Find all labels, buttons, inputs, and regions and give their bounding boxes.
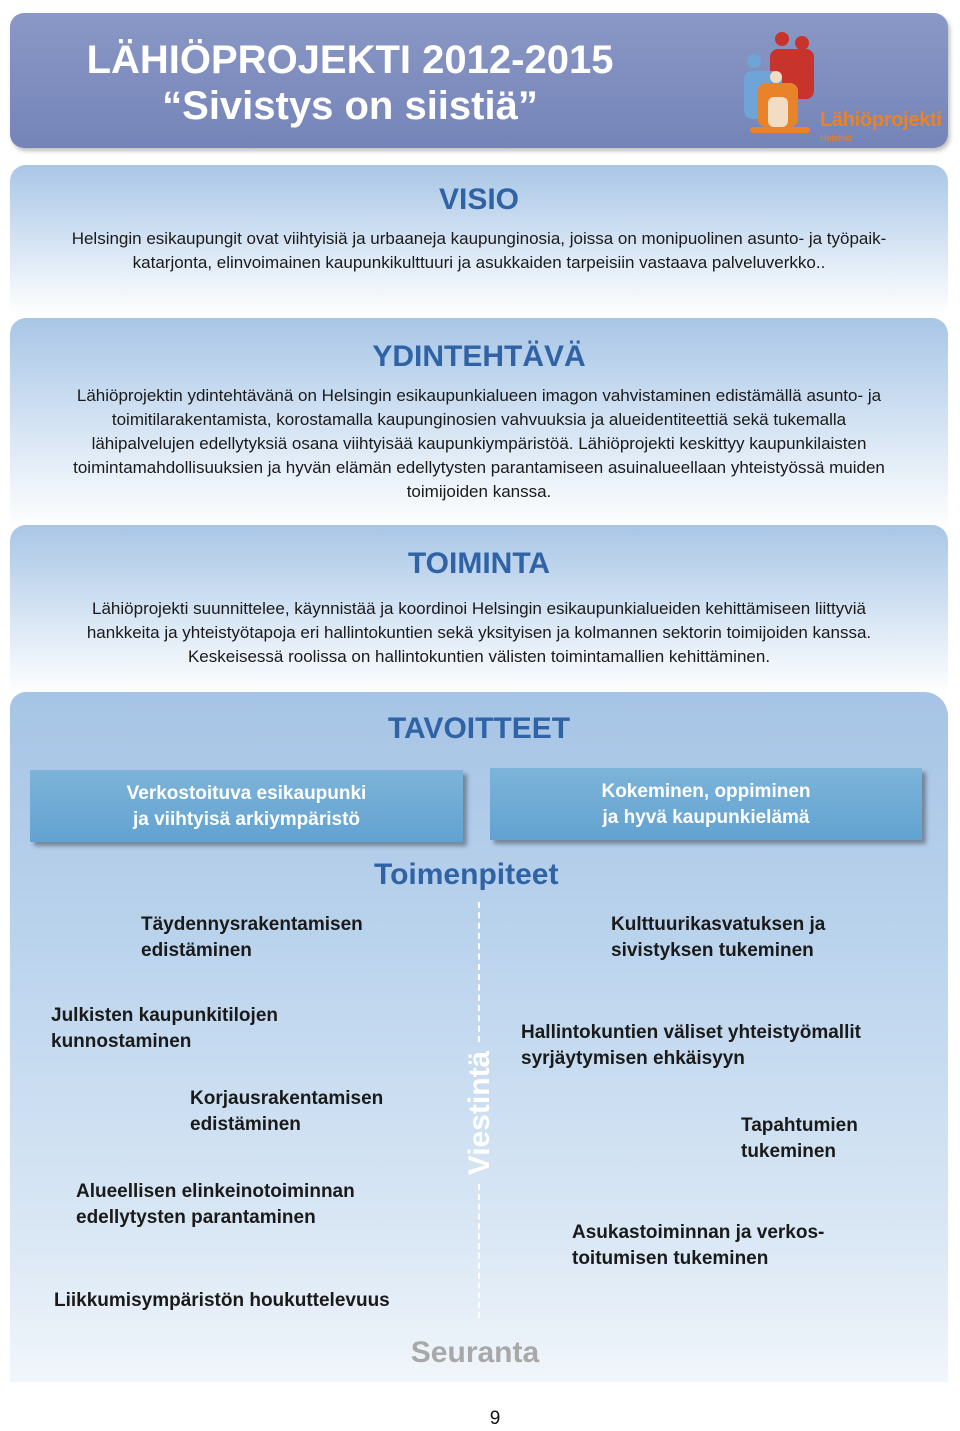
toimenpiteet-title: Toimenpiteet <box>374 858 559 891</box>
logo-name: Lähiöprojekti <box>820 109 942 131</box>
measure-line: Tapahtumien <box>741 1115 858 1136</box>
toiminta-title: TOIMINTA <box>407 547 551 580</box>
visio-panel <box>10 165 948 315</box>
toiminta-line-1: Lähiöprojekti suunnittelee, käynnistää ja koordinoi Helsingin esikaupunkialueiden kehittämiseen liittyviä <box>92 599 866 618</box>
measure-kulttuurikasvatus <box>611 912 825 964</box>
measure-line: sivistyksen tukeminen <box>611 940 814 961</box>
visio-line-2: katarjonta, elinvoimainen kaupunkikulttuuri ja asukkaiden tarpeisiin vastaava palveluverkko.. <box>132 253 826 272</box>
goal-left-box <box>30 770 463 842</box>
viestinta-label: Viestintä <box>463 1050 496 1176</box>
goal-right-line-1: Kokeminen, oppiminen <box>601 781 811 802</box>
visio-line-1: Helsingin esikaupungit ovat viihtyisiä ja urbaaneja kaupunginosia, joissa on monipuolinen asunto- ja työpaik- <box>71 229 887 248</box>
logo-sub: Helsinki <box>820 133 852 143</box>
ydintehtava-line-4: toimintamahdollisuuksien ja hyvän elämän edellytysten parantamiseen asuinalueellaan yhteistyössä muiden <box>73 458 885 477</box>
seuranta-label: Seuranta <box>410 1336 540 1369</box>
goal-left-line-1: Verkostoituva esikaupunki <box>126 783 367 804</box>
ydintehtava-line-3: lähipalvelujen edellytyksiä osana viihtyisää kaupunkiympäristöä. Lähiöprojekti keskittyy kaupunkilaisten <box>91 434 867 453</box>
lahioprojekti-logo <box>740 31 940 141</box>
measure-korjausrakentaminen <box>190 1086 383 1138</box>
page-number: 9 <box>489 1408 501 1429</box>
divider-lower <box>478 1184 480 1318</box>
visio-title: VISIO <box>438 183 520 216</box>
toiminta-panel <box>10 525 948 695</box>
measure-yhteistyomallit <box>521 1020 861 1072</box>
measure-taydennysrakentaminen <box>141 912 363 964</box>
goal-right-line-2: ja hyvä kaupunkielämä <box>602 807 810 828</box>
goal-right-box <box>490 768 922 840</box>
ydintehtava-line-5: toimijoiden kanssa. <box>406 482 552 501</box>
measure-line: kunnostaminen <box>51 1031 192 1052</box>
measure-line: edistäminen <box>190 1114 301 1135</box>
measure-line: Täydennysrakentamisen <box>141 914 363 935</box>
measure-line: edistäminen <box>141 940 252 961</box>
measure-line: Korjausrakentamisen <box>190 1088 384 1109</box>
measure-liikkumisymparisto <box>54 1288 390 1314</box>
measure-line: Kulttuurikasvatuksen ja <box>611 914 826 935</box>
ydintehtava-line-1: Lähiöprojektin ydintehtävänä on Helsingin esikaupunkialueen imagon vahvistaminen edistämällä asunto- ja <box>76 386 882 405</box>
measure-line: Liikkumisympäristön houkuttelevuus <box>54 1290 390 1311</box>
tavoitteet-title: TAVOITTEET <box>387 712 571 745</box>
measure-line: syrjäytymisen ehkäisyyn <box>521 1048 745 1069</box>
measure-line: edellytysten parantaminen <box>76 1207 316 1228</box>
ydintehtava-line-2: toimitilarakentamista, korostamalla kaupunginosien vahvuuksia ja alueidentiteettiä sekä tukemalla <box>111 410 847 429</box>
toiminta-line-2: hankkeita ja yhteistyötapoja eri hallintokuntien sekä yksityisen ja kolmannen sektorin toimijoiden kanssa. <box>86 623 872 642</box>
main-subtitle: “Sivistys on siistiä” <box>162 84 538 128</box>
viestinta-label-box <box>455 1048 505 1178</box>
ydintehtava-title: YDINTEHTÄVÄ <box>372 340 586 373</box>
measure-elinkeinotoiminta <box>76 1179 355 1231</box>
measure-line: Julkisten kaupunkitilojen <box>51 1005 278 1026</box>
goal-left-line-2: ja viihtyisä arkiympäristö <box>132 809 361 830</box>
toiminta-line-3: Keskeisessä roolissa on hallintokuntien välisten toimintamallien kehittäminen. <box>187 647 771 666</box>
measure-line: toitumisen tukeminen <box>572 1248 769 1269</box>
measure-line: Asukastoiminnan ja verkos- <box>572 1222 825 1243</box>
measure-tapahtumat <box>741 1113 858 1165</box>
measure-line: tukeminen <box>741 1141 837 1162</box>
divider-upper <box>478 902 480 1042</box>
main-title: LÄHIÖPROJEKTI 2012-2015 <box>86 38 614 82</box>
ydintehtava-panel <box>10 318 948 530</box>
measure-julkiset-kaupunkitilat <box>51 1003 278 1055</box>
measure-asukastoiminta <box>572 1220 824 1272</box>
logo-figures-icon <box>740 31 820 141</box>
measure-line: Hallintokuntien väliset yhteistyömallit <box>521 1022 861 1043</box>
header-banner <box>10 13 948 148</box>
measure-line: Alueellisen elinkeinotoiminnan <box>76 1181 355 1202</box>
